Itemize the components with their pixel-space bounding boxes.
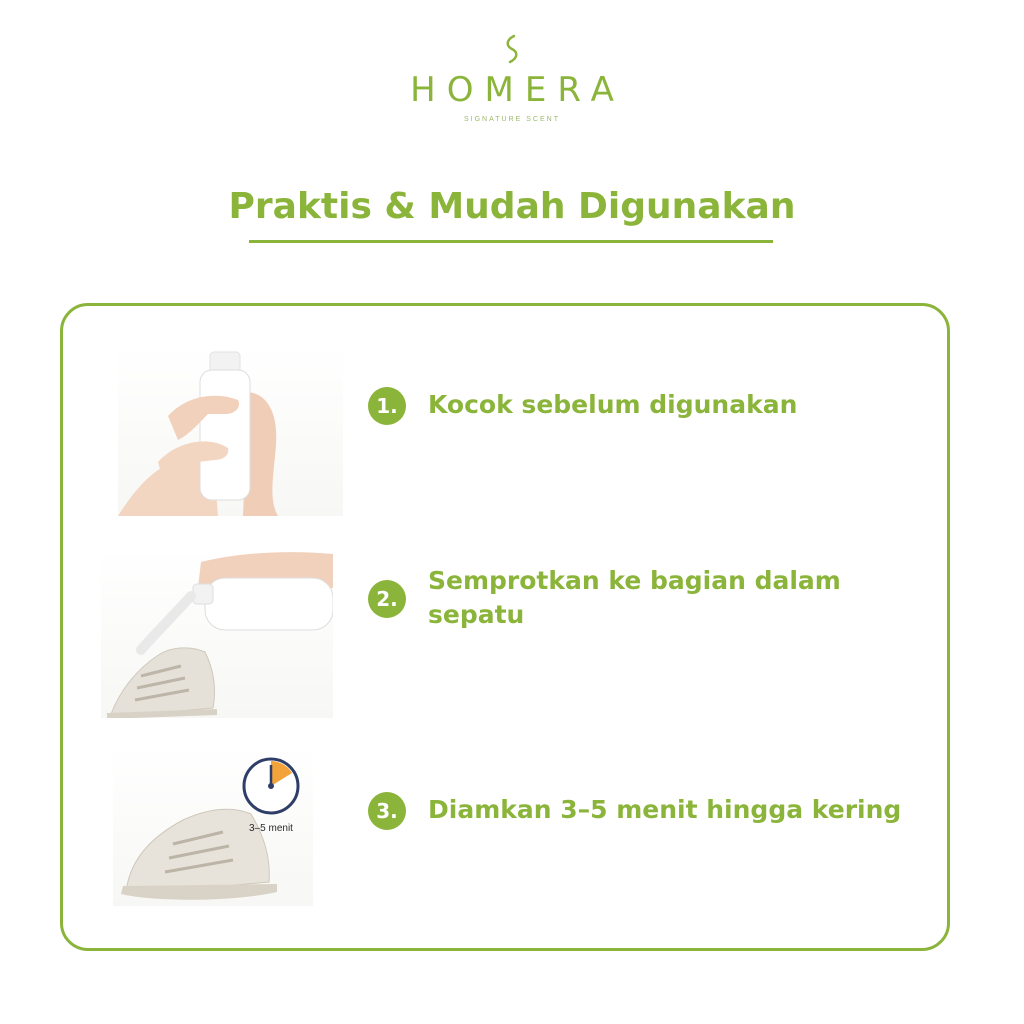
step-3-number: 3. [368,792,406,830]
timer-icon [239,756,303,816]
step-2-text: Semprotkan ke bagian dalam sepatu [428,566,841,629]
title-underline [249,240,773,243]
hands-shaking-bottle-icon [118,344,343,516]
brand-swirl-icon [500,34,524,64]
step-1-image [118,344,343,516]
page-title: Praktis & Mudah Digunakan [228,186,796,227]
spray-into-shoe-icon [101,548,333,718]
step-2-number: 2. [368,580,406,618]
step-2-image [101,548,333,718]
instructions-card [60,303,950,951]
brand-tagline: SIGNATURE SCENT [464,116,560,123]
brand-name: HOMERA [410,70,625,110]
timer-label: 3–5 menit [249,823,293,834]
step-1-number: 1. [368,387,406,425]
step-3-text: Diamkan 3–5 menit hingga kering [428,795,902,824]
brand-logo [0,34,1024,123]
step-1-text: Kocok sebelum digunakan [428,390,798,419]
timer [239,756,303,836]
